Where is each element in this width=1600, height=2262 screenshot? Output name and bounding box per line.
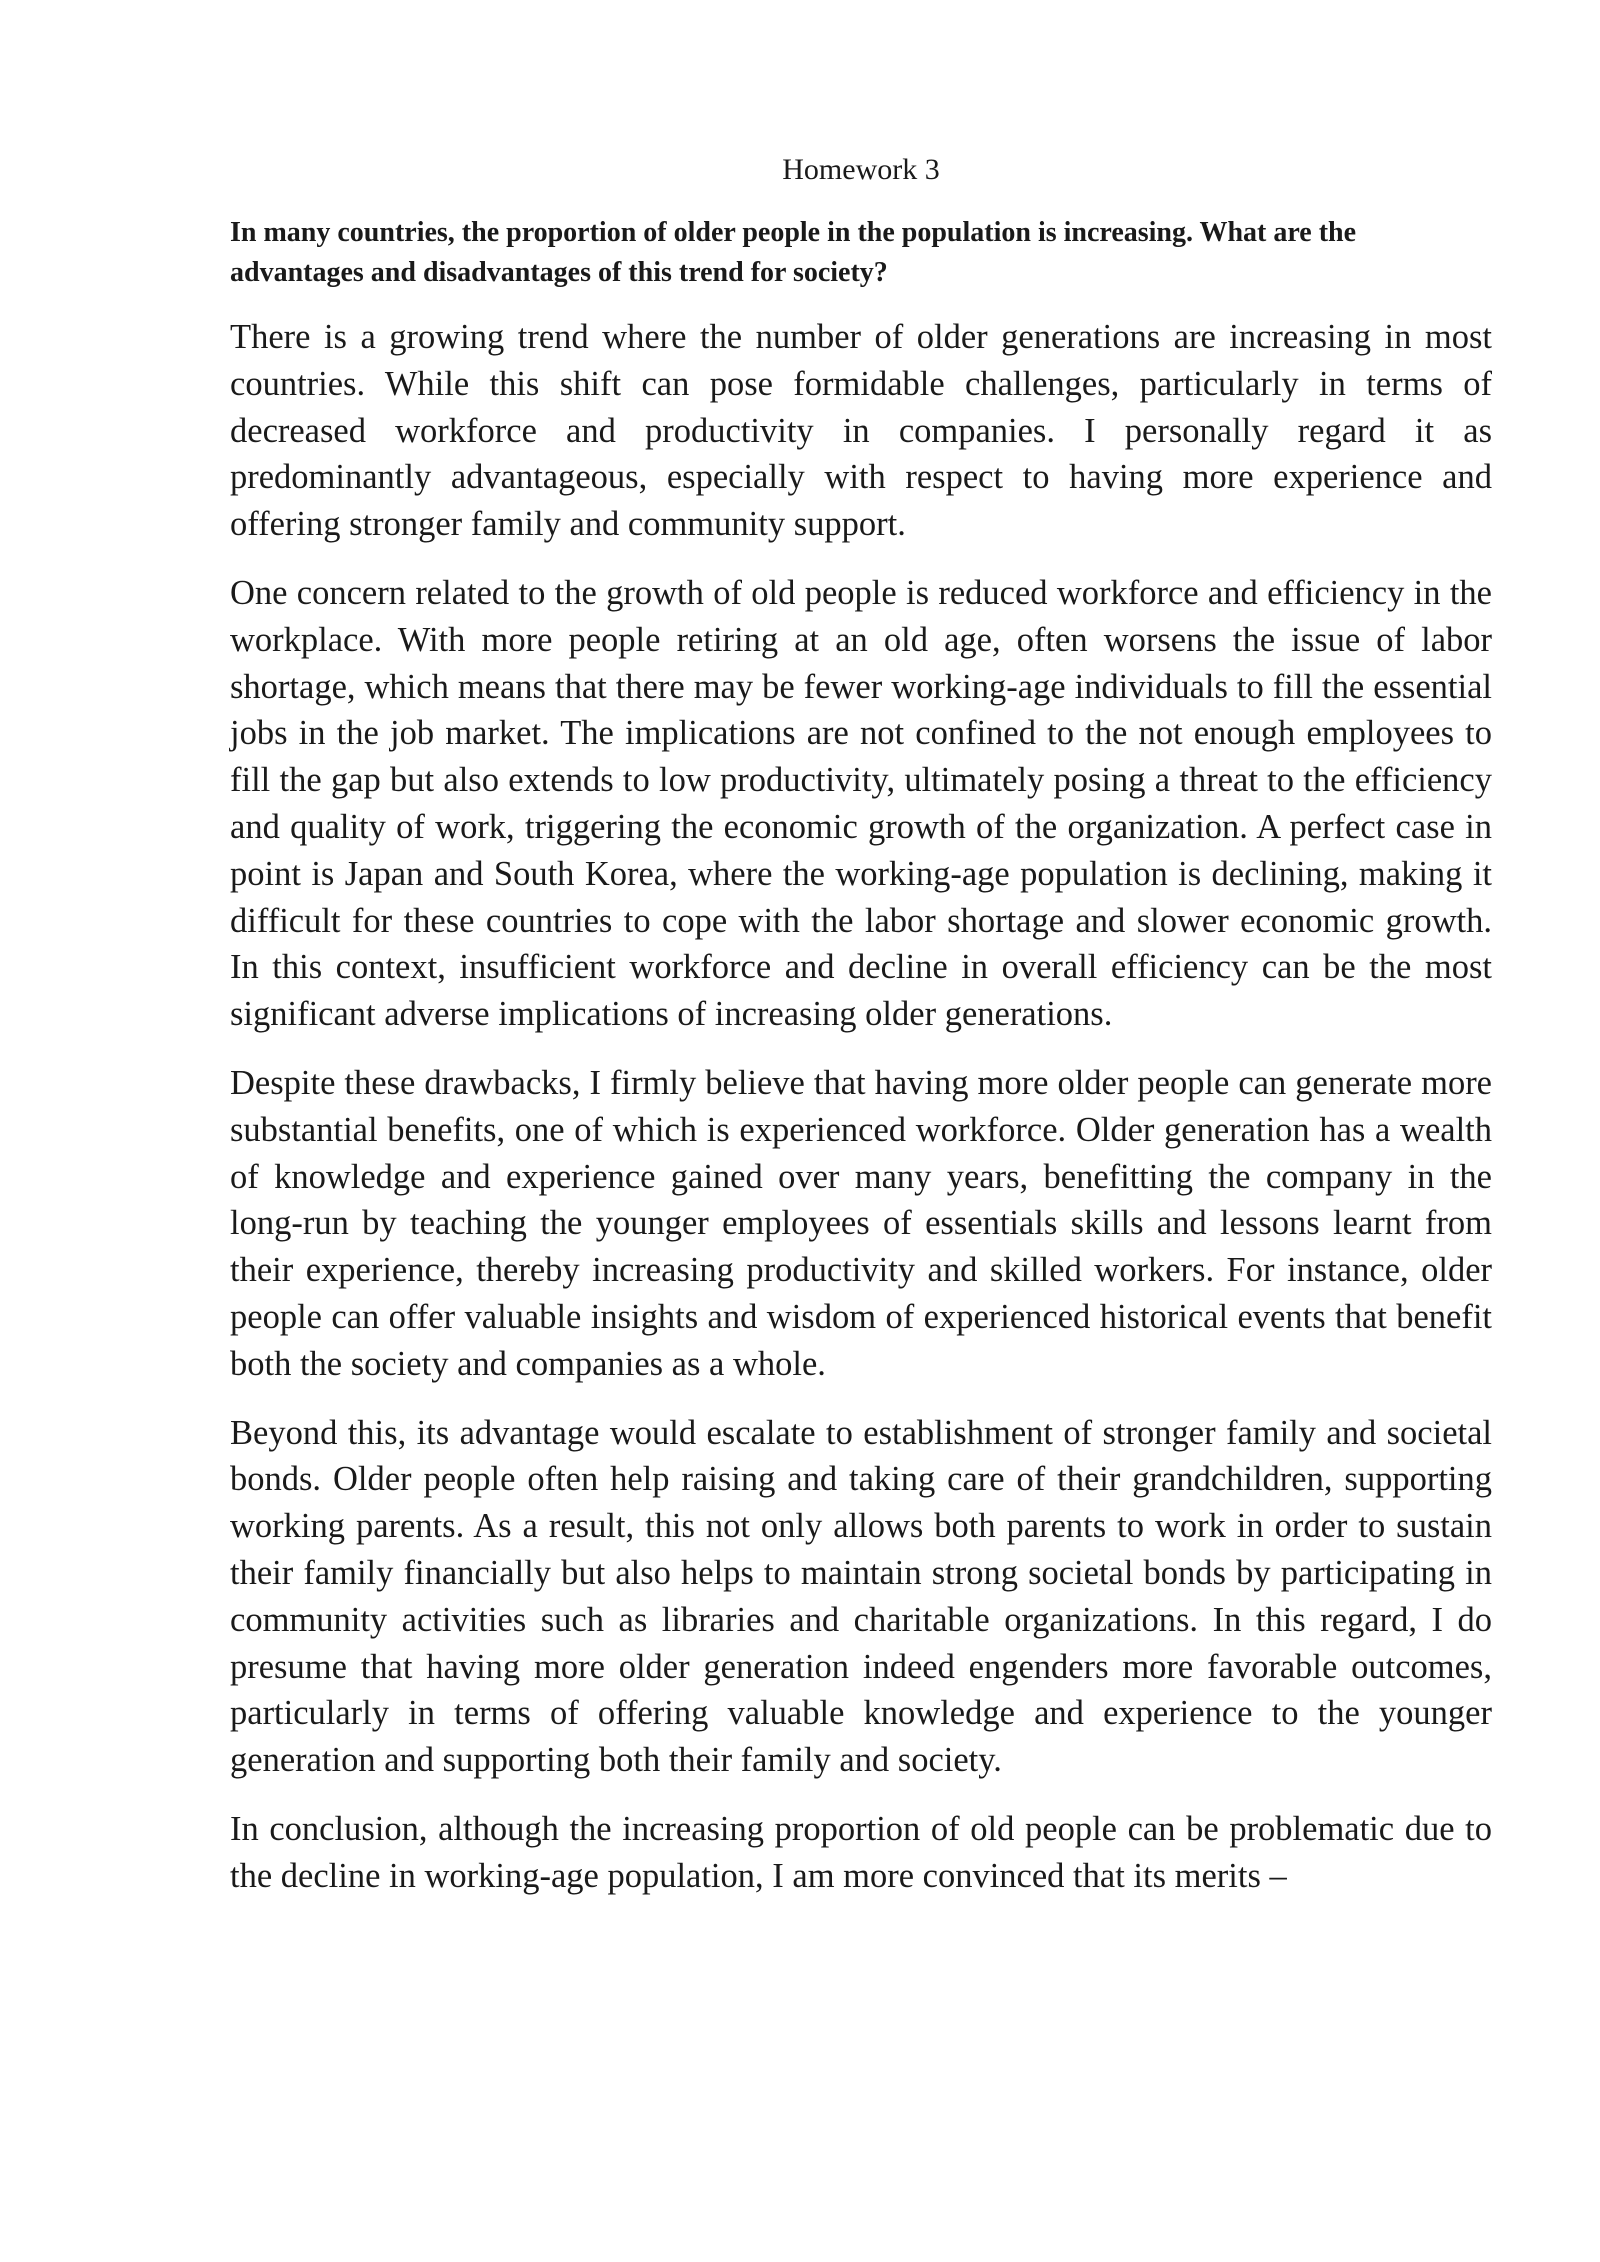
essay-paragraph-advantages-experience: Despite these drawbacks, I firmly believe that having more older people can generate more substantial benefits, one of which is experienced workforce. Older generation has a wealth of knowledge and experience gained over many years, benefitting the company in the long-run by teaching the younger employees of essentials skills and lessons learnt from their experience, thereby increasing productivity and skilled workers. For instance, older people can offer valuable insights and wisdom of experienced historical events that benefit both the society and companies as a whole. <box>230 1063 1492 1383</box>
document-title: Homework 3 <box>782 153 940 186</box>
essay-paragraph-conclusion: In conclusion, although the increasing proportion of old people can be problematic due to the decline in working-age population, I am more convinced that its merits – <box>230 1809 1492 1895</box>
essay-question: In many countries, the proportion of older people in the population is increasing. What are the advantages and disadvantages of this trend for society? <box>230 217 1357 288</box>
essay-paragraph-advantages-family: Beyond this, its advantage would escalate to establishment of stronger family and societal bonds. Older people often help raising and taking care of their grandchildren, supporting working parents. As a result, this not only allows both parents to work in order to sustain their family financially but also helps to maintain strong societal bonds by participating in community activities such as libraries and charitable organizations. In this regard, I do presume that having more older generation indeed engenders more favorable outcomes, particularly in terms of offering valuable knowledge and experience to the younger generation and supporting both their family and society. <box>230 1413 1492 1780</box>
essay-paragraph-introduction: There is a growing trend where the number of older generations are increasing in most countries. While this shift can pose formidable challenges, particularly in terms of decreased workforce and productivity in companies. I personally regard it as predominantly advantageous, especially with respect to having more experience and offering stronger family and community support. <box>230 318 1492 544</box>
essay-body <box>230 314 1492 1922</box>
essay-paragraph-disadvantages: One concern related to the growth of old people is reduced workforce and efficiency in the workplace. With more people retiring at an old age, often worsens the issue of labor shortage, which means that there may be fewer working-age individuals to fill the essential jobs in the job market. The implications are not confined to the not enough employees to fill the gap but also extends to low productivity, ultimately posing a threat to the efficiency and quality of work, triggering the economic growth of the organization. A perfect case in point is Japan and South Korea, where the working-age population is declining, making it difficult for these countries to cope with the labor shortage and slower economic growth. In this context, insufficient workforce and decline in overall efficiency can be the most significant adverse implications of increasing older generations. <box>230 573 1492 1034</box>
